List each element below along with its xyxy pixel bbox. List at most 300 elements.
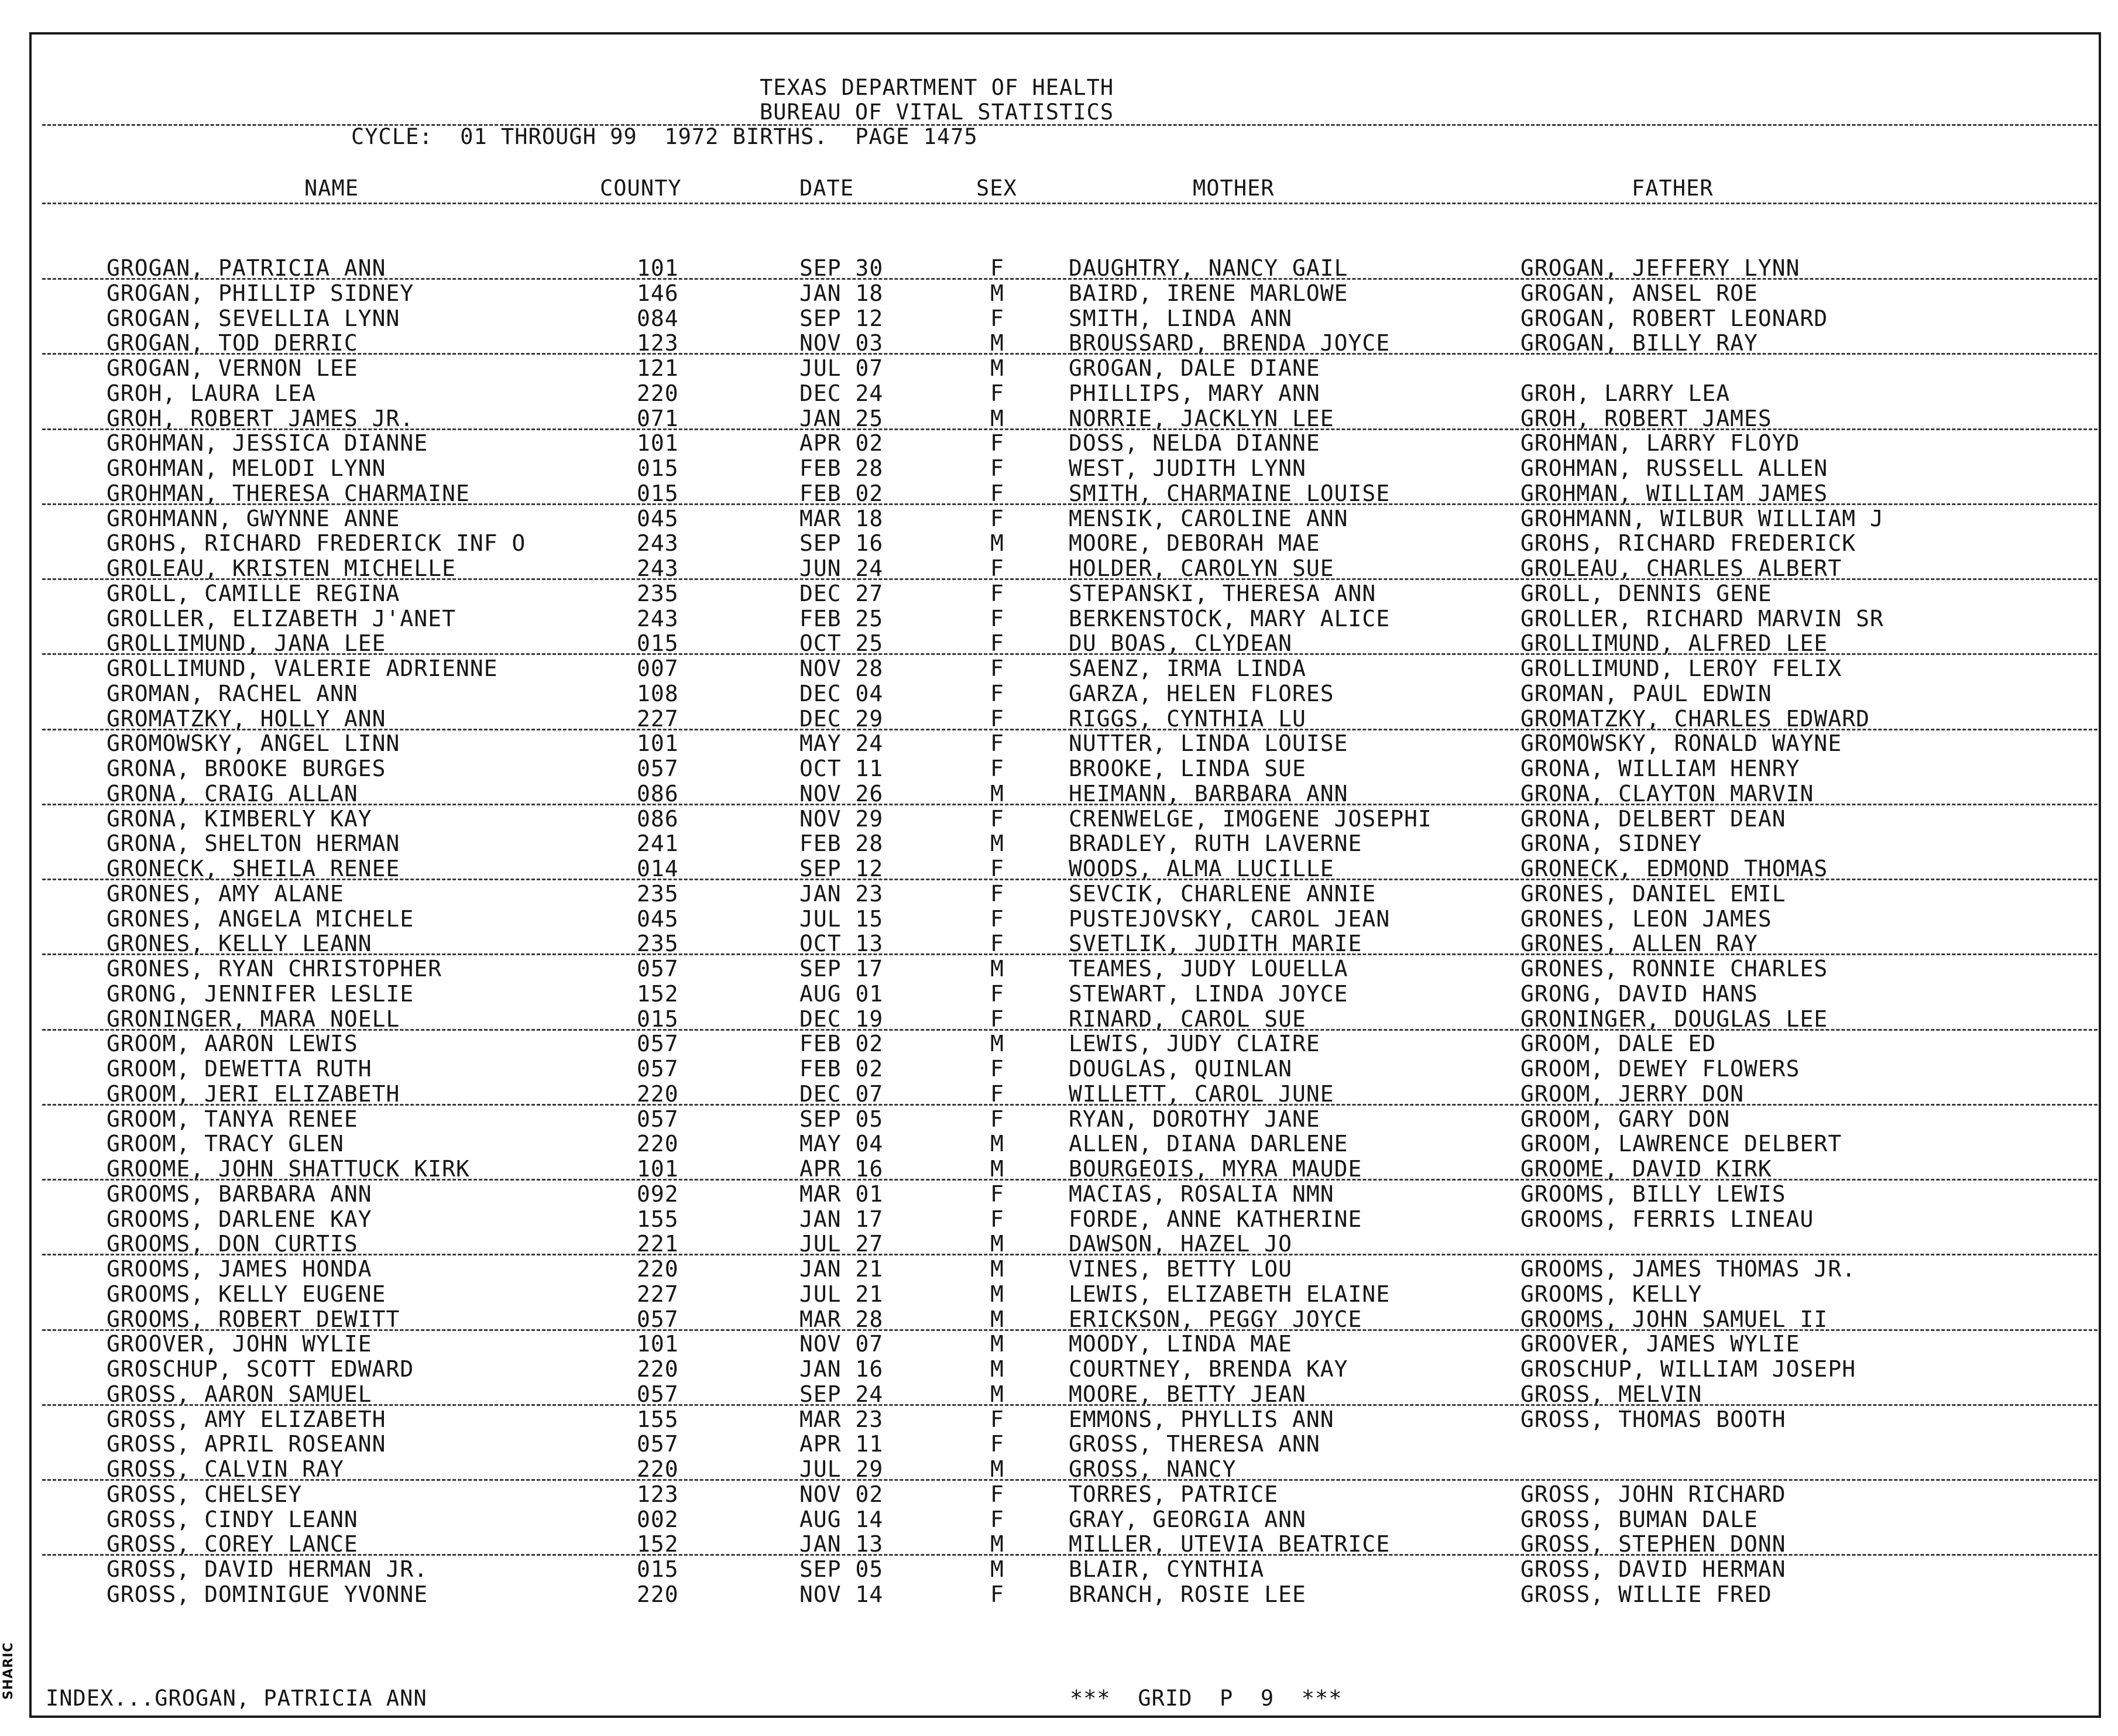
record-name: GRONINGER, MARA NOELL	[107, 1006, 400, 1032]
record-sex: F	[990, 1481, 1004, 1507]
separator-line	[42, 503, 2098, 505]
record-mother: SVETLIK, JUDITH MARIE	[1069, 931, 1362, 957]
record-father: GROOMS, KELLY	[1520, 1281, 1702, 1307]
record-county: 071	[637, 405, 679, 431]
table-row	[0, 456, 2118, 481]
record-county: 227	[637, 1281, 679, 1307]
record-county: 221	[637, 1231, 679, 1257]
record-mother: CRENWELGE, IMOGENE JOSEPHI	[1069, 805, 1432, 832]
record-date: OCT 13	[799, 931, 884, 957]
record-date: JAN 16	[799, 1356, 884, 1382]
record-name: GROGAN, TOD DERRIC	[107, 330, 358, 356]
table-row	[0, 881, 2118, 906]
record-date: DEC 04	[799, 680, 884, 706]
record-date: JUN 24	[799, 555, 884, 581]
record-father: GROH, LARRY LEA	[1520, 380, 1731, 406]
record-date: APR 16	[799, 1156, 884, 1182]
record-mother: MOORE, DEBORAH MAE	[1069, 530, 1320, 557]
cycle-line: CYCLE: 01 THROUGH 99 1972 BIRTHS. PAGE 1475	[351, 124, 978, 149]
record-sex: F	[990, 656, 1004, 681]
record-name: GRONECK, SHEILA RENEE	[107, 856, 400, 881]
record-mother: RIGGS, CYNTHIA LU	[1069, 705, 1306, 732]
record-name: GROOMS, BARBARA ANN	[107, 1181, 372, 1207]
record-name: GROMOWSKY, ANGEL LINN	[107, 730, 400, 757]
record-mother: WEST, JUDITH LYNN	[1069, 455, 1306, 481]
record-date: MAR 28	[799, 1306, 884, 1332]
separator-line	[42, 278, 2098, 280]
record-father: GROGAN, ROBERT LEONARD	[1520, 305, 1828, 331]
table-row	[0, 1207, 2118, 1231]
record-county: 235	[637, 931, 679, 957]
table-row	[0, 756, 2118, 781]
record-mother: GARZA, HELEN FLORES	[1069, 680, 1334, 706]
table-row	[0, 631, 2118, 656]
record-name: GROOMS, ROBERT DEWITT	[107, 1306, 400, 1332]
record-date: SEP 12	[799, 856, 884, 881]
record-county: 101	[637, 730, 679, 757]
separator-line	[42, 729, 2098, 730]
record-county: 220	[637, 380, 679, 406]
record-name: GRONES, RYAN CHRISTOPHER	[107, 956, 442, 982]
table-row	[0, 1357, 2118, 1381]
table-row	[0, 306, 2118, 331]
record-county: 002	[637, 1506, 679, 1532]
record-county: 123	[637, 330, 679, 356]
table-row	[0, 1157, 2118, 1181]
record-mother: MOORE, BETTY JEAN	[1069, 1381, 1306, 1407]
record-name: GROOM, TRACY GLEN	[107, 1131, 344, 1157]
record-county: 101	[637, 1331, 679, 1357]
record-sex: M	[990, 1131, 1004, 1157]
record-sex: M	[990, 1556, 1004, 1582]
record-county: 108	[637, 680, 679, 706]
record-county: 015	[637, 1556, 679, 1582]
record-date: NOV 07	[799, 1331, 884, 1357]
record-name: GROLEAU, KRISTEN MICHELLE	[107, 555, 456, 581]
record-county: 057	[637, 1381, 679, 1407]
record-county: 057	[637, 956, 679, 982]
record-name: GROSS, COREY LANCE	[107, 1531, 358, 1557]
record-name: GROLLIMUND, JANA LEE	[107, 630, 386, 657]
table-row	[0, 1007, 2118, 1031]
table-row	[0, 931, 2118, 956]
record-date: DEC 29	[799, 705, 884, 732]
record-name: GROSS, CHELSEY	[107, 1481, 303, 1507]
record-father: GROOMS, BILLY LEWIS	[1520, 1181, 1786, 1207]
table-row	[0, 1257, 2118, 1281]
record-father: GROLLIMUND, ALFRED LEE	[1520, 630, 1828, 657]
record-mother: HEIMANN, BARBARA ANN	[1069, 780, 1348, 807]
bureau-title: BUREAU OF VITAL STATISTICS	[760, 100, 1114, 125]
record-sex: F	[990, 455, 1004, 481]
record-date: FEB 28	[799, 831, 884, 857]
record-father: GROHMANN, WILBUR WILLIAM J	[1520, 505, 1884, 531]
record-father: GROLL, DENNIS GENE	[1520, 580, 1772, 606]
record-sex: M	[990, 1231, 1004, 1257]
table-row	[0, 381, 2118, 406]
record-date: JAN 13	[799, 1531, 884, 1557]
table-row	[0, 731, 2118, 756]
separator-line	[42, 1254, 2098, 1255]
record-name: GROSS, APRIL ROSEANN	[107, 1431, 386, 1457]
record-father: GROMATZKY, CHARLES EDWARD	[1520, 705, 1870, 732]
record-name: GRONES, KELLY LEANN	[107, 931, 372, 957]
record-county: 101	[637, 255, 679, 281]
record-mother: DAUGHTRY, NANCY GAIL	[1069, 255, 1348, 281]
record-county: 086	[637, 805, 679, 832]
record-county: 057	[637, 1431, 679, 1457]
table-row	[0, 1407, 2118, 1432]
record-mother: STEPANSKI, THERESA ANN	[1069, 580, 1376, 606]
record-sex: F	[990, 756, 1004, 781]
record-date: DEC 27	[799, 580, 884, 606]
record-name: GRONES, AMY ALANE	[107, 880, 344, 907]
record-sex: F	[990, 480, 1004, 506]
record-date: MAY 24	[799, 730, 884, 757]
record-county: 227	[637, 705, 679, 732]
record-sex: F	[990, 980, 1004, 1007]
grid-footer: *** GRID P 9 ***	[1070, 1686, 1343, 1711]
record-father: GROOMS, FERRIS LINEAU	[1520, 1206, 1814, 1232]
record-father: GRONES, LEON JAMES	[1520, 905, 1772, 932]
record-father: GRONES, RONNIE CHARLES	[1520, 956, 1828, 982]
record-mother: BROOKE, LINDA SUE	[1069, 756, 1306, 781]
record-sex: F	[990, 1181, 1004, 1207]
record-mother: FORDE, ANNE KATHERINE	[1069, 1206, 1362, 1232]
record-father: GRONA, SIDNEY	[1520, 831, 1702, 857]
record-county: 045	[637, 505, 679, 531]
record-mother: WILLETT, CAROL JUNE	[1069, 1080, 1334, 1107]
record-sex: F	[990, 380, 1004, 406]
record-county: 146	[637, 280, 679, 306]
record-father: GROOMS, JAMES THOMAS JR.	[1520, 1256, 1856, 1282]
record-date: APR 02	[799, 430, 884, 457]
record-mother: BOURGEOIS, MYRA MAUDE	[1069, 1156, 1362, 1182]
record-father: GROH, ROBERT JAMES	[1520, 405, 1772, 431]
separator-line	[42, 1404, 2098, 1406]
record-mother: LEWIS, JUDY CLAIRE	[1069, 1031, 1320, 1057]
record-date: SEP 30	[799, 255, 884, 281]
record-father: GROSS, BUMAN DALE	[1520, 1506, 1758, 1532]
record-date: SEP 05	[799, 1556, 884, 1582]
record-sex: M	[990, 831, 1004, 857]
record-name: GROLL, CAMILLE REGINA	[107, 580, 400, 606]
record-date: OCT 25	[799, 630, 884, 657]
record-sex: F	[990, 580, 1004, 606]
record-county: 007	[637, 656, 679, 681]
record-name: GROOME, JOHN SHATTUCK KIRK	[107, 1156, 470, 1182]
record-date: NOV 28	[799, 656, 884, 681]
record-sex: F	[990, 805, 1004, 832]
record-date: SEP 05	[799, 1106, 884, 1132]
record-county: 220	[637, 1456, 679, 1482]
record-sex: F	[990, 931, 1004, 957]
record-date: JUL 15	[799, 905, 884, 932]
record-sex: F	[990, 505, 1004, 531]
record-father: GROOMS, JOHN SAMUEL II	[1520, 1306, 1828, 1332]
record-sex: F	[990, 1406, 1004, 1432]
table-row	[0, 1332, 2118, 1356]
table-row	[0, 1557, 2118, 1581]
record-name: GROOM, JERI ELIZABETH	[107, 1080, 400, 1107]
record-father: GROOVER, JAMES WYLIE	[1520, 1331, 1800, 1357]
record-name: GROOMS, DON CURTIS	[107, 1231, 358, 1257]
record-sex: F	[990, 1006, 1004, 1032]
record-mother: VINES, BETTY LOU	[1069, 1256, 1293, 1282]
record-name: GROGAN, VERNON LEE	[107, 355, 358, 381]
record-name: GROMAN, RACHEL ANN	[107, 680, 358, 706]
record-name: GROHMAN, JESSICA DIANNE	[107, 430, 428, 457]
record-name: GROSS, CALVIN RAY	[107, 1456, 344, 1482]
record-county: 015	[637, 1006, 679, 1032]
record-father: GROHMAN, RUSSELL ALLEN	[1520, 455, 1828, 481]
index-footer: INDEX...GROGAN, PATRICIA ANN	[46, 1686, 427, 1711]
separator-line	[42, 1179, 2098, 1181]
record-father: GROSS, THOMAS BOOTH	[1520, 1406, 1786, 1432]
table-row	[0, 1482, 2118, 1507]
record-name: GROMATZKY, HOLLY ANN	[107, 705, 386, 732]
record-father: GROSS, STEPHEN DONN	[1520, 1531, 1786, 1557]
table-row	[0, 1182, 2118, 1206]
record-date: AUG 01	[799, 980, 884, 1007]
record-date: APR 11	[799, 1431, 884, 1457]
record-father: GRONG, DAVID HANS	[1520, 980, 1758, 1007]
table-row	[0, 656, 2118, 681]
record-name: GROGAN, PHILLIP SIDNEY	[107, 280, 414, 306]
record-father: GROSS, DAVID HERMAN	[1520, 1556, 1786, 1582]
table-row	[0, 856, 2118, 881]
record-name: GROOMS, KELLY EUGENE	[107, 1281, 386, 1307]
table-row	[0, 581, 2118, 606]
table-row	[0, 1282, 2118, 1306]
record-date: JAN 17	[799, 1206, 884, 1232]
record-date: SEP 12	[799, 305, 884, 331]
record-name: GROSS, AARON SAMUEL	[107, 1381, 372, 1407]
record-sex: M	[990, 405, 1004, 431]
record-sex: F	[990, 630, 1004, 657]
side-label: SHARIC	[1, 1642, 16, 1700]
record-sex: M	[990, 530, 1004, 557]
record-date: JUL 07	[799, 355, 884, 381]
record-county: 243	[637, 555, 679, 581]
separator-line	[42, 203, 2098, 204]
record-county: 243	[637, 605, 679, 632]
record-mother: DOSS, NELDA DIANNE	[1069, 430, 1320, 457]
record-father: GRONA, WILLIAM HENRY	[1520, 756, 1800, 781]
record-county: 235	[637, 580, 679, 606]
record-date: MAR 01	[799, 1181, 884, 1207]
record-mother: SEVCIK, CHARLENE ANNIE	[1069, 880, 1376, 907]
record-county: 015	[637, 630, 679, 657]
record-county: 057	[637, 756, 679, 781]
record-mother: MOODY, LINDA MAE	[1069, 1331, 1293, 1357]
column-header-sex: SEX	[976, 176, 1017, 201]
record-date: OCT 11	[799, 756, 884, 781]
separator-line	[42, 1479, 2098, 1481]
record-father: GROOM, LAWRENCE DELBERT	[1520, 1131, 1842, 1157]
record-father: GRONES, DANIEL EMIL	[1520, 880, 1786, 907]
record-date: NOV 03	[799, 330, 884, 356]
column-header-mother: MOTHER	[1193, 176, 1275, 201]
record-name: GROHMANN, GWYNNE ANNE	[107, 505, 400, 531]
record-sex: M	[990, 780, 1004, 807]
record-mother: NUTTER, LINDA LOUISE	[1069, 730, 1348, 757]
record-sex: M	[990, 330, 1004, 356]
column-header-name: NAME	[304, 176, 359, 201]
table-row	[0, 406, 2118, 431]
record-father: GRONES, ALLEN RAY	[1520, 931, 1758, 957]
record-mother: STEWART, LINDA JOYCE	[1069, 980, 1348, 1007]
record-county: 220	[637, 1256, 679, 1282]
separator-line	[42, 804, 2098, 805]
table-row	[0, 331, 2118, 355]
table-row	[0, 907, 2118, 931]
record-father: GROOM, DEWEY FLOWERS	[1520, 1056, 1800, 1082]
record-county: 015	[637, 480, 679, 506]
record-sex: M	[990, 1281, 1004, 1307]
record-county: 152	[637, 980, 679, 1007]
record-sex: M	[990, 355, 1004, 381]
table-row	[0, 1056, 2118, 1081]
table-row	[0, 1507, 2118, 1532]
record-mother: GROSS, THERESA ANN	[1069, 1431, 1320, 1457]
record-mother: MILLER, UTEVIA BEATRICE	[1069, 1531, 1391, 1557]
record-sex: M	[990, 1356, 1004, 1382]
table-row	[0, 1131, 2118, 1156]
record-sex: F	[990, 1056, 1004, 1082]
record-date: JAN 18	[799, 280, 884, 306]
record-father: GROHMAN, WILLIAM JAMES	[1520, 480, 1828, 506]
record-name: GRONA, KIMBERLY KAY	[107, 805, 372, 832]
record-name: GROLLER, ELIZABETH J'ANET	[107, 605, 456, 632]
record-mother: TORRES, PATRICE	[1069, 1481, 1279, 1507]
record-sex: F	[990, 905, 1004, 932]
record-father: GRONINGER, DOUGLAS LEE	[1520, 1006, 1828, 1032]
record-date: JAN 25	[799, 405, 884, 431]
record-sex: F	[990, 555, 1004, 581]
record-name: GRONES, ANGELA MICHELE	[107, 905, 414, 932]
record-sex: M	[990, 1256, 1004, 1282]
table-row	[0, 506, 2118, 531]
record-name: GROOM, DEWETTA RUTH	[107, 1056, 372, 1082]
table-row	[0, 681, 2118, 706]
record-father: GROHS, RICHARD FREDERICK	[1520, 530, 1856, 557]
record-sex: M	[990, 280, 1004, 306]
table-row	[0, 1432, 2118, 1456]
record-date: FEB 02	[799, 1056, 884, 1082]
separator-line	[42, 1554, 2098, 1556]
record-county: 014	[637, 856, 679, 881]
record-father: GROMAN, PAUL EDWIN	[1520, 680, 1772, 706]
column-header-father: FATHER	[1632, 176, 1714, 201]
record-sex: F	[990, 680, 1004, 706]
record-date: MAR 18	[799, 505, 884, 531]
separator-line	[42, 953, 2098, 955]
separator-line	[42, 578, 2098, 580]
record-county: 057	[637, 1106, 679, 1132]
table-row	[0, 982, 2118, 1006]
table-row	[0, 431, 2118, 455]
record-county: 121	[637, 355, 679, 381]
record-date: FEB 25	[799, 605, 884, 632]
record-father: GROSS, WILLIE FRED	[1520, 1581, 1772, 1607]
record-mother: GROSS, NANCY	[1069, 1456, 1237, 1482]
record-father: GROLLER, RICHARD MARVIN SR	[1520, 605, 1884, 632]
record-name: GROHMAN, THERESA CHARMAINE	[107, 480, 470, 506]
record-name: GRONA, CRAIG ALLAN	[107, 780, 358, 807]
record-county: 084	[637, 305, 679, 331]
record-father: GROOM, GARY DON	[1520, 1106, 1731, 1132]
separator-line	[42, 124, 2098, 126]
table-row	[0, 781, 2118, 806]
record-mother: PHILLIPS, MARY ANN	[1069, 380, 1320, 406]
record-name: GROOMS, JAMES HONDA	[107, 1256, 372, 1282]
record-sex: F	[990, 430, 1004, 457]
record-county: 220	[637, 1080, 679, 1107]
record-county: 057	[637, 1056, 679, 1082]
record-name: GROH, LAURA LEA	[107, 380, 317, 406]
record-name: GROSS, AMY ELIZABETH	[107, 1406, 386, 1432]
table-row	[0, 1532, 2118, 1556]
record-name: GROHMAN, MELODI LYNN	[107, 455, 386, 481]
table-row	[0, 956, 2118, 981]
record-name: GROOMS, DARLENE KAY	[107, 1206, 372, 1232]
table-row	[0, 1231, 2118, 1256]
department-title: TEXAS DEPARTMENT OF HEALTH	[760, 75, 1114, 100]
record-date: JAN 23	[799, 880, 884, 907]
record-father: GROGAN, JEFFERY LYNN	[1520, 255, 1800, 281]
record-county: 101	[637, 430, 679, 457]
record-mother: PUSTEJOVSKY, CAROL JEAN	[1069, 905, 1391, 932]
record-name: GROHS, RICHARD FREDERICK INF O	[107, 530, 526, 557]
record-father: GROOME, DAVID KIRK	[1520, 1156, 1772, 1182]
record-father: GRONA, DELBERT DEAN	[1520, 805, 1786, 832]
record-mother: SAENZ, IRMA LINDA	[1069, 656, 1306, 681]
record-mother: LEWIS, ELIZABETH ELAINE	[1069, 1281, 1391, 1307]
record-name: GROLLIMUND, VALERIE ADRIENNE	[107, 656, 498, 681]
record-mother: COURTNEY, BRENDA KAY	[1069, 1356, 1348, 1382]
record-sex: F	[990, 856, 1004, 881]
record-date: JUL 21	[799, 1281, 884, 1307]
record-father: GROOM, JERRY DON	[1520, 1080, 1745, 1107]
table-row	[0, 1457, 2118, 1481]
record-county: 101	[637, 1156, 679, 1182]
record-sex: M	[990, 1381, 1004, 1407]
table-row	[0, 606, 2118, 631]
record-mother: ALLEN, DIANA DARLENE	[1069, 1131, 1348, 1157]
record-county: 015	[637, 455, 679, 481]
record-mother: RYAN, DOROTHY JANE	[1069, 1106, 1320, 1132]
separator-line	[42, 1029, 2098, 1031]
record-sex: M	[990, 1306, 1004, 1332]
record-father: GROLEAU, CHARLES ALBERT	[1520, 555, 1842, 581]
record-date: JAN 21	[799, 1256, 884, 1282]
record-mother: TEAMES, JUDY LOUELLA	[1069, 956, 1348, 982]
record-name: GROH, ROBERT JAMES JR.	[107, 405, 414, 431]
record-date: FEB 02	[799, 480, 884, 506]
record-father: GROSS, MELVIN	[1520, 1381, 1702, 1407]
record-county: 155	[637, 1406, 679, 1432]
record-mother: RINARD, CAROL SUE	[1069, 1006, 1306, 1032]
record-date: JUL 27	[799, 1231, 884, 1257]
record-sex: M	[990, 1156, 1004, 1182]
record-county: 092	[637, 1181, 679, 1207]
record-county: 057	[637, 1306, 679, 1332]
column-header-county: COUNTY	[600, 176, 682, 201]
record-mother: NORRIE, JACKLYN LEE	[1069, 405, 1334, 431]
record-date: MAY 04	[799, 1131, 884, 1157]
record-date: JUL 29	[799, 1456, 884, 1482]
